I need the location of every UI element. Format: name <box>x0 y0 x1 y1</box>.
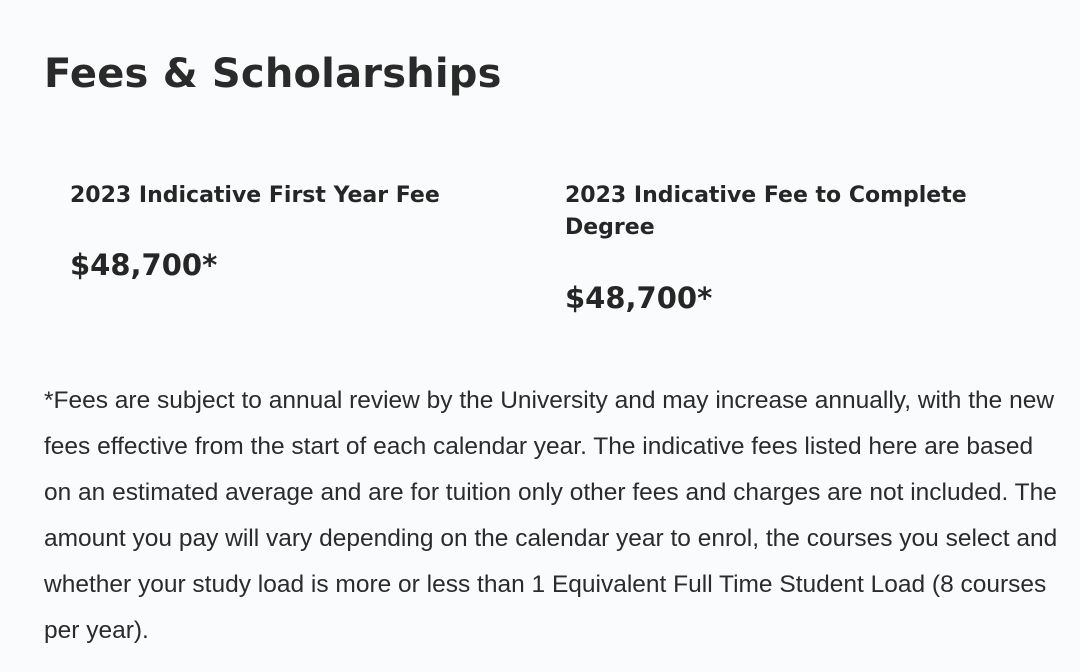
first-year-fee-block <box>70 180 490 284</box>
complete-degree-fee-amount: $48,700* <box>565 281 713 315</box>
fees-footnote: *Fees are subject to annual review by the University and may increase annually, with the new fees effective from the start of each calendar year. The indicative fees listed here are based on an estimated average and are for tuition only other fees and charges are not included. The amount you pay will vary depending on the calendar year to enrol, the courses you select and whether your study load is more or less than 1 Equivalent Full Time Student Load (8 courses per year). <box>44 387 1058 644</box>
complete-degree-fee-label: 2023 Indicative Fee to Complete Degree <box>565 183 967 240</box>
first-year-fee-label: 2023 Indicative First Year Fee <box>70 183 440 208</box>
first-year-fee-amount: $48,700* <box>70 248 218 282</box>
complete-degree-fee-block <box>565 180 995 317</box>
section-title: Fees & Scholarships <box>44 51 502 97</box>
